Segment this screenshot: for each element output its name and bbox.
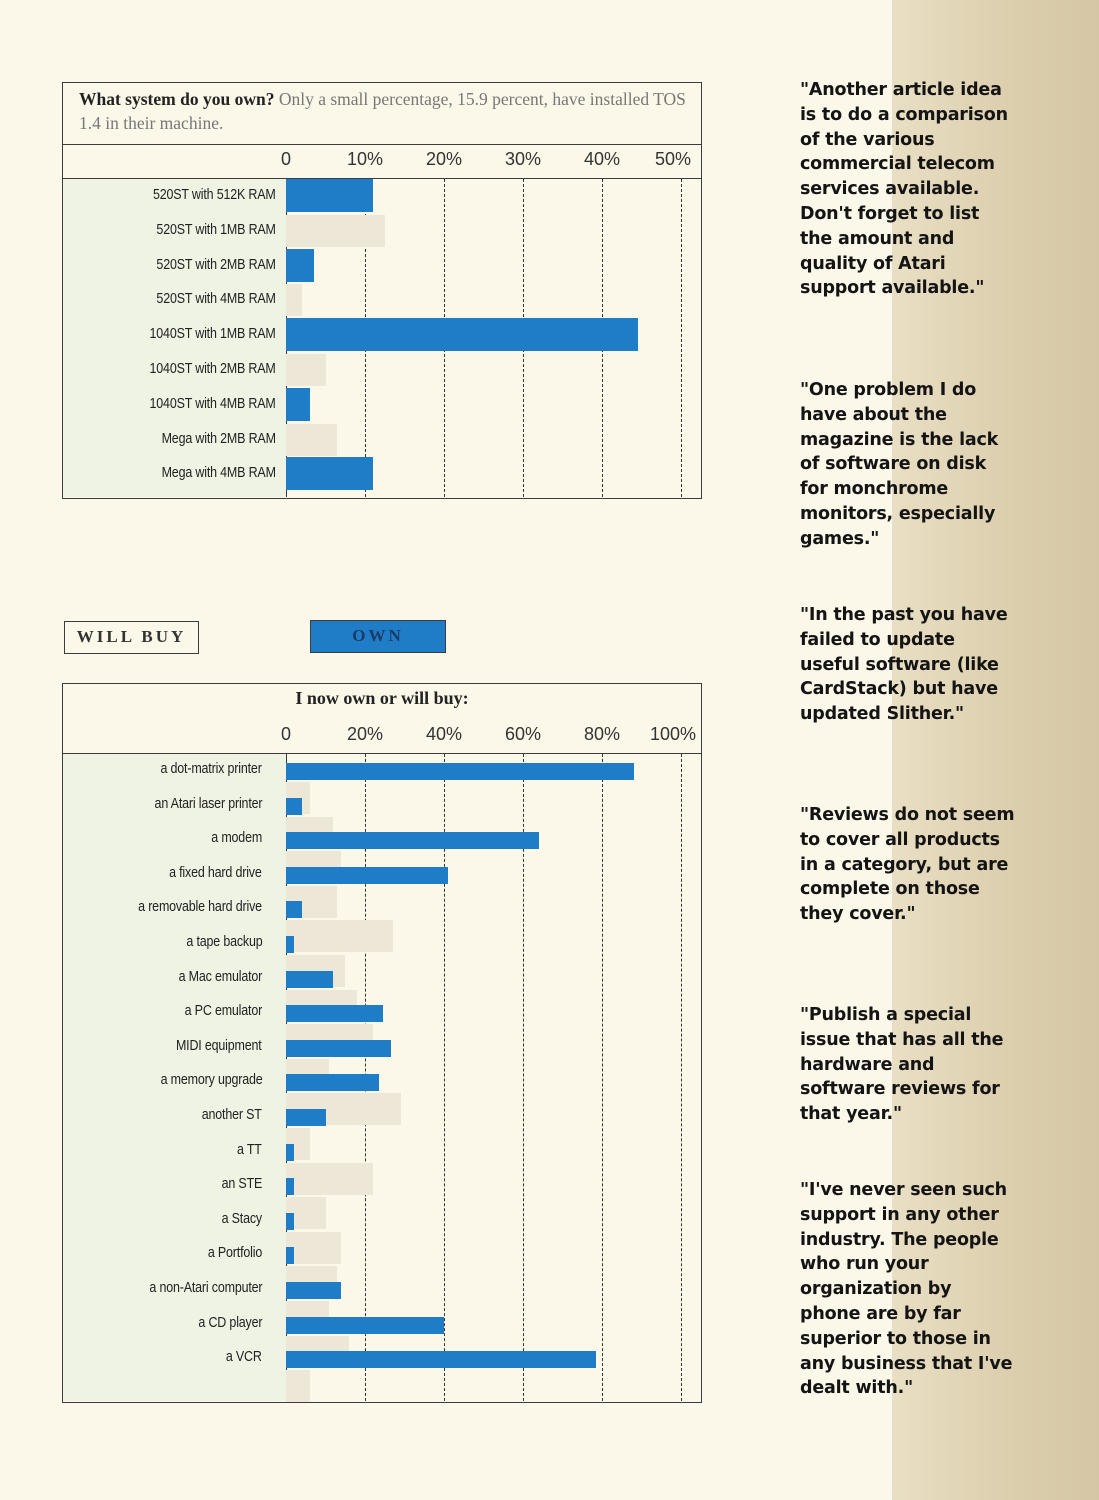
category-label: a VCR bbox=[226, 1349, 262, 1366]
bar-will-buy bbox=[286, 1232, 341, 1264]
bar-will-buy bbox=[286, 1163, 373, 1195]
gridline bbox=[444, 754, 445, 1401]
category-label: a Mac emulator bbox=[178, 968, 262, 985]
chart1-plot-area bbox=[63, 179, 701, 497]
bar-will-buy bbox=[286, 424, 337, 456]
x-tick-label: 40% bbox=[425, 724, 463, 744]
category-label: another ST bbox=[202, 1107, 262, 1123]
bar-own bbox=[286, 832, 539, 849]
category-label: 520ST with 512K RAM bbox=[153, 187, 276, 203]
reader-quote-2: "One problem I do have about the magazine is the lack of software on disk for monchrome monitors, especially games." bbox=[800, 380, 999, 549]
x-tick-label: 40% bbox=[583, 149, 621, 169]
chart1-axis-ticks bbox=[63, 145, 701, 179]
category-label: MIDI equipment bbox=[176, 1037, 262, 1054]
x-tick-label: 100% bbox=[649, 724, 697, 744]
chart1-caption-area bbox=[63, 83, 701, 145]
bar-own bbox=[286, 1074, 379, 1091]
bar-own bbox=[286, 1005, 383, 1022]
chart2-plot-area bbox=[63, 754, 701, 1401]
gridline bbox=[681, 754, 682, 1401]
category-label: 520ST with 2MB RAM bbox=[156, 256, 276, 273]
bar-own bbox=[286, 901, 302, 918]
category-label: a TT bbox=[237, 1141, 262, 1158]
category-label: an Atari laser printer bbox=[154, 795, 262, 812]
reader-quote-1: "Another article idea is to do a comparison of the various commercial telecom services available. Don't forget to list the amount and quality of Atari support available." bbox=[800, 80, 1008, 299]
category-label: a dot-matrix printer bbox=[160, 761, 262, 777]
gridline bbox=[681, 179, 682, 497]
bar-own bbox=[286, 1040, 391, 1057]
bar-own bbox=[286, 1109, 326, 1126]
x-tick-label: 10% bbox=[346, 149, 384, 169]
bar-own bbox=[286, 971, 333, 988]
bar-will-buy bbox=[286, 920, 393, 952]
x-tick-label: 20% bbox=[425, 149, 463, 169]
category-label: a non-Atari computer bbox=[148, 1280, 262, 1296]
bar-own bbox=[286, 1282, 341, 1299]
bar-own bbox=[286, 179, 373, 212]
system-owned-chart bbox=[62, 82, 702, 499]
x-tick-label: 80% bbox=[583, 724, 621, 744]
category-label: 1040ST with 1MB RAM bbox=[149, 326, 276, 343]
bar-will-buy bbox=[286, 284, 302, 316]
bar-own bbox=[286, 1144, 294, 1161]
bar-own bbox=[286, 867, 448, 884]
bar-own bbox=[286, 936, 294, 953]
legend-own: OWN bbox=[310, 620, 446, 653]
bar-own bbox=[286, 1213, 294, 1230]
bar-own bbox=[286, 318, 638, 351]
bar-own bbox=[286, 1317, 444, 1334]
x-tick-label: 60% bbox=[504, 724, 542, 744]
own-or-will-buy-chart bbox=[62, 683, 702, 1403]
x-tick-label: 50% bbox=[654, 149, 692, 169]
bar-own bbox=[286, 1351, 596, 1368]
category-label: a Stacy bbox=[221, 1210, 262, 1227]
reader-quote-6: "I've never seen such support in any other industry. The people who run your organization by phone are by far superior to those in any business that I've dealt with." bbox=[800, 1180, 1013, 1399]
bar-own bbox=[286, 249, 314, 282]
category-label: a CD player bbox=[198, 1314, 262, 1331]
bar-will-buy bbox=[286, 215, 385, 247]
category-label: a PC emulator bbox=[184, 1003, 262, 1020]
category-label: 1040ST with 2MB RAM bbox=[149, 361, 276, 377]
category-label: a memory upgrade bbox=[160, 1072, 262, 1089]
chart1-caption-lead: What system do you own? bbox=[79, 89, 275, 109]
gridline bbox=[602, 754, 603, 1401]
bar-own bbox=[286, 388, 310, 421]
bar-own bbox=[286, 798, 302, 815]
category-label: a modem bbox=[211, 830, 262, 847]
x-tick-label: 0 bbox=[280, 724, 292, 744]
category-label: a removable hard drive bbox=[138, 899, 262, 916]
bar-own bbox=[286, 763, 634, 780]
reader-quote-3: "In the past you have failed to update useful software (like CardStack) but have updated Slither." bbox=[800, 605, 1008, 725]
chart1-caption-rest: Only a small percentage, 15.9 percent, have installed TOS 1.4 in their machine. bbox=[79, 89, 686, 133]
category-label: 520ST with 1MB RAM bbox=[156, 221, 276, 238]
category-label: a fixed hard drive bbox=[169, 864, 262, 881]
category-label: 520ST with 4MB RAM bbox=[156, 291, 276, 308]
x-tick-label: 0 bbox=[280, 149, 292, 169]
category-label: Mega with 2MB RAM bbox=[161, 430, 276, 447]
chart2-axis-ticks bbox=[63, 684, 701, 754]
bar-will-buy bbox=[286, 354, 326, 386]
bar-own bbox=[286, 1178, 294, 1195]
bar-own bbox=[286, 1247, 294, 1264]
reader-quote-4: "Reviews do not seem to cover all products in a category, but are complete on those they cover." bbox=[800, 805, 1015, 925]
bar-will-buy bbox=[286, 1370, 310, 1402]
category-label: a tape backup bbox=[185, 934, 262, 950]
chart1-caption bbox=[79, 87, 689, 135]
category-label: 1040ST with 4MB RAM bbox=[149, 395, 276, 412]
chart2-title: I now own or will buy: bbox=[295, 688, 469, 708]
gridline bbox=[523, 754, 524, 1401]
category-label: an STE bbox=[221, 1176, 262, 1193]
x-tick-label: 30% bbox=[504, 149, 542, 169]
bar-own bbox=[286, 457, 373, 490]
legend-will-buy: WILL BUY bbox=[64, 621, 199, 654]
reader-quote-5: "Publish a special issue that has all the hardware and software reviews for that year." bbox=[800, 1005, 1004, 1125]
x-tick-label: 20% bbox=[346, 724, 384, 744]
category-label: Mega with 4MB RAM bbox=[161, 465, 276, 482]
category-label: a Portfolio bbox=[207, 1245, 262, 1262]
